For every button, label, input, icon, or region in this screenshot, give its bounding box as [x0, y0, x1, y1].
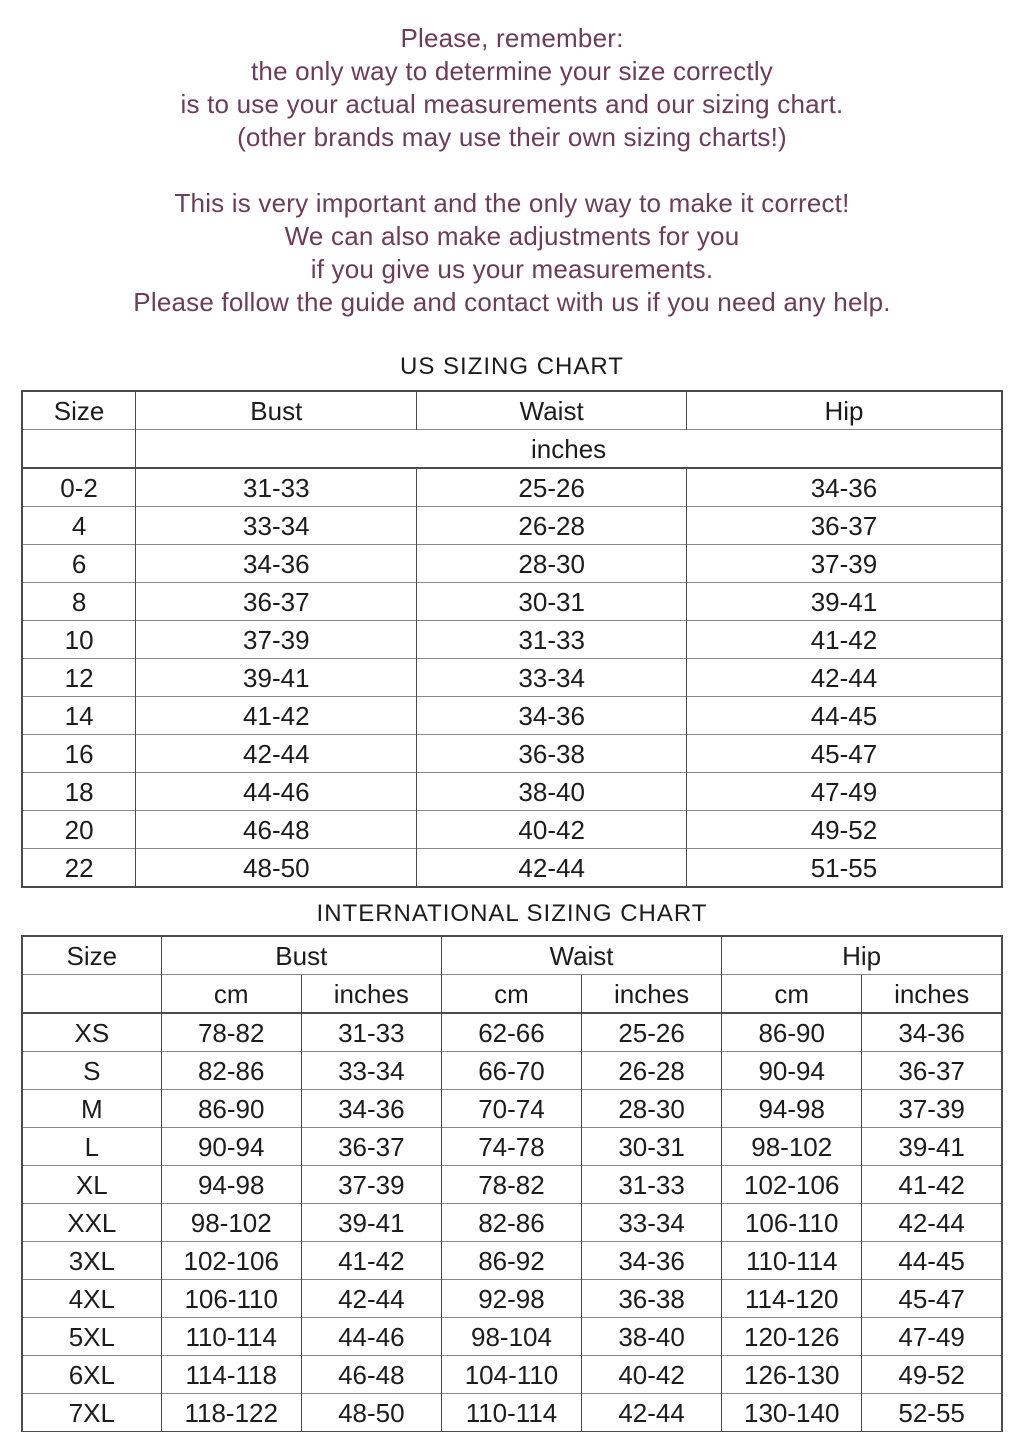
table-cell: 94-98: [722, 1090, 862, 1128]
empty-cell: [22, 430, 136, 469]
table-cell: 120-126: [722, 1318, 862, 1356]
table-cell: 70-74: [441, 1090, 581, 1128]
table-cell: 44-46: [301, 1318, 441, 1356]
column-header-waist: Waist: [417, 391, 687, 430]
intro-line: (other brands may use their own sizing charts!): [237, 122, 787, 152]
table-cell: 26-28: [417, 507, 687, 545]
size-cell: 7XL: [22, 1394, 161, 1432]
table-cell: 40-42: [417, 811, 687, 849]
table-row: [22, 1242, 1002, 1280]
table-cell: 37-39: [301, 1166, 441, 1204]
table-cell: 102-106: [722, 1166, 862, 1204]
table-cell: 38-40: [417, 773, 687, 811]
size-cell: XXL: [22, 1204, 161, 1242]
table-row: [22, 468, 1002, 507]
size-cell: XL: [22, 1166, 161, 1204]
table-cell: 98-102: [161, 1204, 301, 1242]
intl-table-body: [22, 1013, 1002, 1432]
size-cell: L: [22, 1128, 161, 1166]
table-cell: 44-46: [136, 773, 417, 811]
table-cell: 36-38: [417, 735, 687, 773]
column-header-bust: Bust: [136, 391, 417, 430]
table-cell: 78-82: [161, 1013, 301, 1052]
table-row: [22, 811, 1002, 849]
unit-label-cm: cm: [441, 975, 581, 1014]
table-cell: 106-110: [722, 1204, 862, 1242]
table-row: [22, 583, 1002, 621]
empty-cell: [22, 975, 161, 1014]
intl-sizing-table: [21, 935, 1003, 1432]
table-cell: 26-28: [582, 1052, 722, 1090]
table-cell: 90-94: [161, 1128, 301, 1166]
table-cell: 110-114: [722, 1242, 862, 1280]
column-header-size: Size: [66, 940, 118, 971]
table-cell: 37-39: [136, 621, 417, 659]
intro-note-adjustments: [0, 187, 1024, 319]
column-header-hip: Hip: [722, 936, 1002, 975]
us-sizing-table: [21, 390, 1003, 888]
size-cell: XS: [22, 1013, 161, 1052]
table-cell: 42-44: [686, 659, 1002, 697]
table-cell: 52-55: [862, 1394, 1002, 1432]
size-cell: 6: [22, 545, 136, 583]
size-cell: 10: [22, 621, 136, 659]
table-cell: 49-52: [862, 1356, 1002, 1394]
table-cell: 114-118: [161, 1356, 301, 1394]
table-cell: 90-94: [722, 1052, 862, 1090]
table-cell: 34-36: [136, 545, 417, 583]
size-cell: 18: [22, 773, 136, 811]
table-cell: 37-39: [686, 545, 1002, 583]
table-cell: 78-82: [441, 1166, 581, 1204]
us-chart-title: US SIZING CHART: [400, 353, 624, 380]
table-cell: 92-98: [441, 1280, 581, 1318]
table-cell: 49-52: [686, 811, 1002, 849]
table-cell: 31-33: [136, 468, 417, 507]
table-cell: 41-42: [862, 1166, 1002, 1204]
size-cell: 4XL: [22, 1280, 161, 1318]
intro-line: Please, remember:: [400, 23, 624, 53]
table-cell: 47-49: [686, 773, 1002, 811]
header-row: [22, 391, 1002, 430]
size-cell: 6XL: [22, 1356, 161, 1394]
size-cell: 0-2: [22, 468, 136, 507]
table-cell: 41-42: [136, 697, 417, 735]
table-cell: 28-30: [582, 1090, 722, 1128]
table-cell: 42-44: [136, 735, 417, 773]
table-cell: 42-44: [862, 1204, 1002, 1242]
table-cell: 25-26: [417, 468, 687, 507]
intro-note-measure: [0, 0, 1024, 154]
table-cell: 66-70: [441, 1052, 581, 1090]
table-cell: 86-90: [161, 1090, 301, 1128]
table-cell: 28-30: [417, 545, 687, 583]
size-cell: 22: [22, 849, 136, 888]
table-cell: 48-50: [301, 1394, 441, 1432]
unit-label-inches: inches: [862, 975, 1002, 1014]
table-cell: 110-114: [441, 1394, 581, 1432]
table-cell: 36-37: [136, 583, 417, 621]
unit-label-inches: inches: [301, 975, 441, 1014]
table-cell: 34-36: [417, 697, 687, 735]
table-cell: 46-48: [301, 1356, 441, 1394]
column-header-bust: Bust: [161, 936, 441, 975]
table-cell: 118-122: [161, 1394, 301, 1432]
unit-label-cm: cm: [161, 975, 301, 1014]
table-cell: 41-42: [301, 1242, 441, 1280]
header-row: [22, 936, 1002, 975]
table-cell: 31-33: [582, 1166, 722, 1204]
table-row: [22, 849, 1002, 888]
table-cell: 36-37: [301, 1128, 441, 1166]
table-cell: 39-41: [862, 1128, 1002, 1166]
table-row: [22, 621, 1002, 659]
unit-row: [22, 975, 1002, 1014]
table-cell: 36-37: [862, 1052, 1002, 1090]
table-cell: 34-36: [686, 468, 1002, 507]
table-row: [22, 1090, 1002, 1128]
table-cell: 51-55: [686, 849, 1002, 888]
table-row: [22, 735, 1002, 773]
table-cell: 45-47: [862, 1280, 1002, 1318]
intro-line: Please follow the guide and contact with us if you need any help.: [133, 287, 891, 317]
intl-chart-title: INTERNATIONAL SIZING CHART: [316, 900, 708, 927]
table-cell: 82-86: [441, 1204, 581, 1242]
table-cell: 46-48: [136, 811, 417, 849]
table-cell: 110-114: [161, 1318, 301, 1356]
table-cell: 42-44: [301, 1280, 441, 1318]
table-cell: 31-33: [417, 621, 687, 659]
table-row: [22, 1204, 1002, 1242]
size-cell: 4: [22, 507, 136, 545]
size-cell: 8: [22, 583, 136, 621]
table-cell: 82-86: [161, 1052, 301, 1090]
table-cell: 62-66: [441, 1013, 581, 1052]
table-cell: 34-36: [301, 1090, 441, 1128]
table-cell: 42-44: [582, 1394, 722, 1432]
intro-line: This is very important and the only way to make it correct!: [174, 188, 850, 218]
intl-table-header: [22, 936, 1002, 1013]
table-row: [22, 1128, 1002, 1166]
table-cell: 39-41: [301, 1204, 441, 1242]
table-cell: 33-34: [417, 659, 687, 697]
size-cell: S: [22, 1052, 161, 1090]
table-cell: 38-40: [582, 1318, 722, 1356]
table-cell: 86-92: [441, 1242, 581, 1280]
table-cell: 40-42: [582, 1356, 722, 1394]
table-cell: 104-110: [441, 1356, 581, 1394]
table-cell: 114-120: [722, 1280, 862, 1318]
intro-line: We can also make adjustments for you: [284, 221, 740, 251]
table-cell: 33-34: [582, 1204, 722, 1242]
table-cell: 25-26: [582, 1013, 722, 1052]
intro-line: the only way to determine your size correctly: [251, 56, 773, 86]
size-cell: 5XL: [22, 1318, 161, 1356]
table-cell: 39-41: [136, 659, 417, 697]
table-cell: 31-33: [301, 1013, 441, 1052]
table-row: [22, 507, 1002, 545]
table-cell: 34-36: [862, 1013, 1002, 1052]
table-cell: 39-41: [686, 583, 1002, 621]
table-cell: 36-37: [686, 507, 1002, 545]
table-cell: 106-110: [161, 1280, 301, 1318]
size-cell: 12: [22, 659, 136, 697]
size-cell: 14: [22, 697, 136, 735]
table-cell: 44-45: [686, 697, 1002, 735]
table-row: [22, 1280, 1002, 1318]
table-row: [22, 659, 1002, 697]
table-cell: 94-98: [161, 1166, 301, 1204]
unit-label-inches: inches: [582, 975, 722, 1014]
unit-label-cm: cm: [722, 975, 862, 1014]
table-cell: 36-38: [582, 1280, 722, 1318]
table-row: [22, 1394, 1002, 1432]
table-cell: 37-39: [862, 1090, 1002, 1128]
column-header-size: Size: [53, 395, 105, 426]
us-table-body: [22, 468, 1002, 887]
table-cell: 44-45: [862, 1242, 1002, 1280]
table-cell: 45-47: [686, 735, 1002, 773]
table-cell: 30-31: [582, 1128, 722, 1166]
table-cell: 42-44: [417, 849, 687, 888]
table-cell: 74-78: [441, 1128, 581, 1166]
column-header-waist: Waist: [441, 936, 721, 975]
table-cell: 102-106: [161, 1242, 301, 1280]
intro-line: is to use your actual measurements and our sizing chart.: [180, 89, 844, 119]
us-table-header: [22, 391, 1002, 468]
table-cell: 33-34: [136, 507, 417, 545]
table-cell: 47-49: [862, 1318, 1002, 1356]
intro-line: if you give us your measurements.: [310, 254, 714, 284]
unit-label-inches: inches: [136, 430, 1002, 469]
size-cell: M: [22, 1090, 161, 1128]
column-header-hip: Hip: [686, 391, 1002, 430]
table-row: [22, 773, 1002, 811]
table-cell: 30-31: [417, 583, 687, 621]
table-row: [22, 1318, 1002, 1356]
table-cell: 98-104: [441, 1318, 581, 1356]
table-cell: 41-42: [686, 621, 1002, 659]
table-row: [22, 1052, 1002, 1090]
table-cell: 86-90: [722, 1013, 862, 1052]
table-cell: 126-130: [722, 1356, 862, 1394]
table-row: [22, 545, 1002, 583]
table-cell: 33-34: [301, 1052, 441, 1090]
size-cell: 20: [22, 811, 136, 849]
size-cell: 3XL: [22, 1242, 161, 1280]
table-row: [22, 1166, 1002, 1204]
table-cell: 48-50: [136, 849, 417, 888]
table-row: [22, 697, 1002, 735]
table-cell: 34-36: [582, 1242, 722, 1280]
table-cell: 130-140: [722, 1394, 862, 1432]
size-cell: 16: [22, 735, 136, 773]
table-cell: 98-102: [722, 1128, 862, 1166]
table-row: [22, 1013, 1002, 1052]
unit-row: [22, 430, 1002, 469]
table-row: [22, 1356, 1002, 1394]
